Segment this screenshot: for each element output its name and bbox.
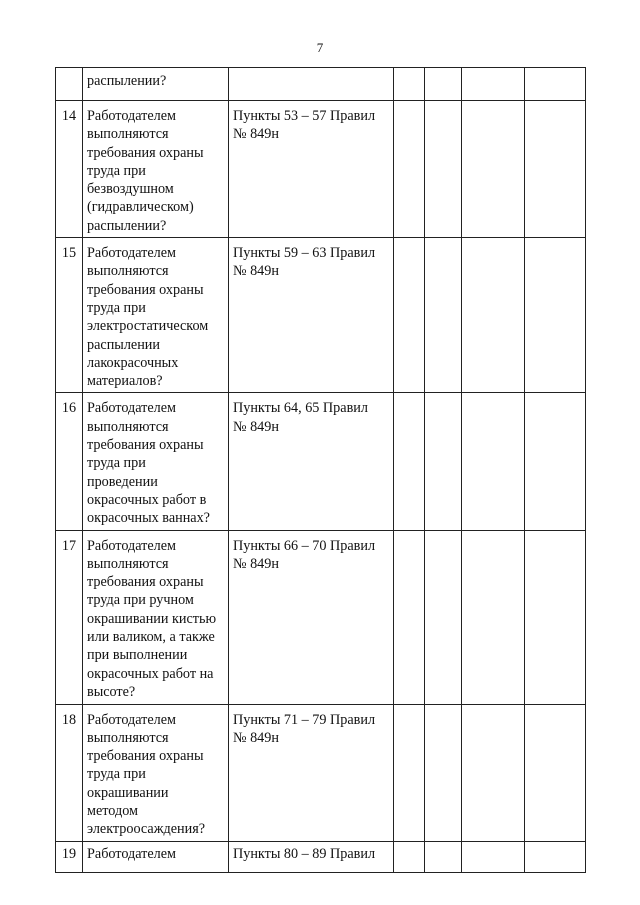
requirement-reference-cell — [229, 68, 394, 101]
answer-no-cell — [425, 704, 462, 841]
question-text-line: труда при ручном — [87, 592, 194, 609]
question-text-line: окрасочных ваннах? — [87, 510, 210, 527]
answer-not-applicable-cell — [462, 704, 525, 841]
answer-no-cell — [425, 841, 462, 872]
table-row — [56, 101, 586, 238]
question-text-line: требования охраны — [87, 281, 204, 298]
item-number-cell: 17 — [56, 530, 83, 704]
answer-yes-cell — [394, 841, 425, 872]
reference-text-line: № 849н — [233, 418, 279, 435]
notes-cell — [525, 393, 586, 530]
question-text-line: распылении — [87, 336, 160, 353]
answer-not-applicable-cell — [462, 393, 525, 530]
reference-text-line: Пункты 80 – 89 Правил — [233, 845, 376, 862]
requirement-reference-cell — [229, 393, 394, 530]
question-text-line: безвоздушном — [87, 181, 174, 198]
question-text-line: лакокрасочных — [87, 354, 179, 371]
question-text-line: выполняются — [87, 263, 169, 280]
item-number-cell: 14 — [56, 101, 83, 238]
reference-text-line: Пункты 59 – 63 Правил — [233, 245, 376, 262]
item-number-cell: 19 — [56, 841, 83, 872]
question-text-line: Работодателем — [87, 845, 177, 862]
question-text-line: окрашивании — [87, 784, 169, 801]
question-text-line: электростатическом — [87, 318, 209, 335]
answer-yes-cell — [394, 238, 425, 393]
question-text-line: труда при — [87, 162, 146, 179]
page-number: 7 — [316, 40, 324, 55]
answer-not-applicable-cell — [462, 530, 525, 704]
notes-cell — [525, 238, 586, 393]
question-text-line: выполняются — [87, 126, 169, 143]
reference-text-line: № 849н — [233, 555, 279, 572]
question-text-line: требования охраны — [87, 144, 204, 161]
question-text-line: при выполнении — [87, 647, 188, 664]
question-text-line: труда при — [87, 766, 146, 783]
question-text-line: окрашивании кистью — [87, 610, 217, 627]
question-cell — [83, 68, 229, 101]
answer-yes-cell — [394, 393, 425, 530]
answer-no-cell — [425, 68, 462, 101]
question-text-line: распылении? — [87, 73, 167, 89]
answer-no-cell — [425, 530, 462, 704]
table-row — [56, 841, 586, 872]
question-text-line: Работодателем — [87, 711, 177, 728]
answer-no-cell — [425, 238, 462, 393]
table-row — [56, 68, 586, 101]
item-number-cell: 18 — [56, 704, 83, 841]
reference-text-line: Пункты 64, 65 Правил — [233, 400, 368, 417]
table-row — [56, 530, 586, 704]
requirement-reference-cell — [229, 238, 394, 393]
question-cell — [83, 704, 229, 841]
reference-text-line: Пункты 66 – 70 Правил — [233, 537, 376, 554]
notes-cell — [525, 68, 586, 101]
question-text-line: Работодателем — [87, 108, 177, 124]
answer-not-applicable-cell — [462, 238, 525, 393]
question-text-line: труда при — [87, 455, 146, 472]
table-row — [56, 393, 586, 530]
question-text-line: методом — [87, 803, 138, 820]
question-text-line: проведении — [87, 473, 158, 490]
question-text-line: высоте? — [87, 683, 136, 700]
answer-no-cell — [425, 101, 462, 238]
question-text-line: или валиком, а также — [87, 629, 215, 646]
answer-yes-cell — [394, 530, 425, 704]
answer-not-applicable-cell — [462, 841, 525, 872]
question-text-line: Работодателем — [87, 400, 177, 417]
answer-yes-cell — [394, 68, 425, 101]
item-number-cell: 15 — [56, 238, 83, 393]
requirement-reference-cell — [229, 704, 394, 841]
requirement-reference-cell — [229, 101, 394, 238]
question-text-line: выполняются — [87, 729, 169, 746]
notes-cell — [525, 101, 586, 238]
question-text-line: выполняются — [87, 555, 169, 572]
reference-text-line: Пункты 53 – 57 Правил — [233, 108, 376, 124]
answer-not-applicable-cell — [462, 68, 525, 101]
requirement-reference-cell — [229, 841, 394, 872]
table-body — [56, 68, 586, 873]
answer-no-cell — [425, 393, 462, 530]
notes-cell — [525, 530, 586, 704]
question-text-line: требования охраны — [87, 437, 204, 454]
table-row — [56, 704, 586, 841]
question-cell — [83, 841, 229, 872]
question-cell — [83, 530, 229, 704]
question-text-line: материалов? — [87, 373, 163, 390]
question-text-line: окрасочных работ в — [87, 491, 207, 508]
item-number-cell: 16 — [56, 393, 83, 530]
table-row — [56, 238, 586, 393]
question-text-line: (гидравлическом) — [87, 199, 194, 216]
question-text-line: электроосаждения? — [87, 821, 206, 838]
answer-not-applicable-cell — [462, 101, 525, 238]
question-text-line: Работодателем — [87, 245, 177, 262]
question-text-line: выполняются — [87, 418, 169, 435]
question-text-line: окрасочных работ на — [87, 665, 214, 682]
reference-text-line: Пункты 71 – 79 Правил — [233, 711, 376, 728]
answer-yes-cell — [394, 704, 425, 841]
notes-cell — [525, 841, 586, 872]
question-text-line: требования охраны — [87, 748, 204, 765]
question-cell — [83, 393, 229, 530]
question-text-line: Работодателем — [87, 537, 177, 554]
notes-cell — [525, 704, 586, 841]
question-cell — [83, 101, 229, 238]
question-text-line: труда при — [87, 299, 146, 316]
question-text-line: требования охраны — [87, 574, 204, 591]
checklist-table — [55, 67, 586, 873]
requirement-reference-cell — [229, 530, 394, 704]
reference-text-line: № 849н — [233, 263, 279, 280]
answer-yes-cell — [394, 101, 425, 238]
item-number-cell — [56, 68, 83, 101]
question-text-line: распылении? — [87, 217, 167, 234]
reference-text-line: № 849н — [233, 126, 279, 143]
question-cell — [83, 238, 229, 393]
reference-text-line: № 849н — [233, 729, 279, 746]
